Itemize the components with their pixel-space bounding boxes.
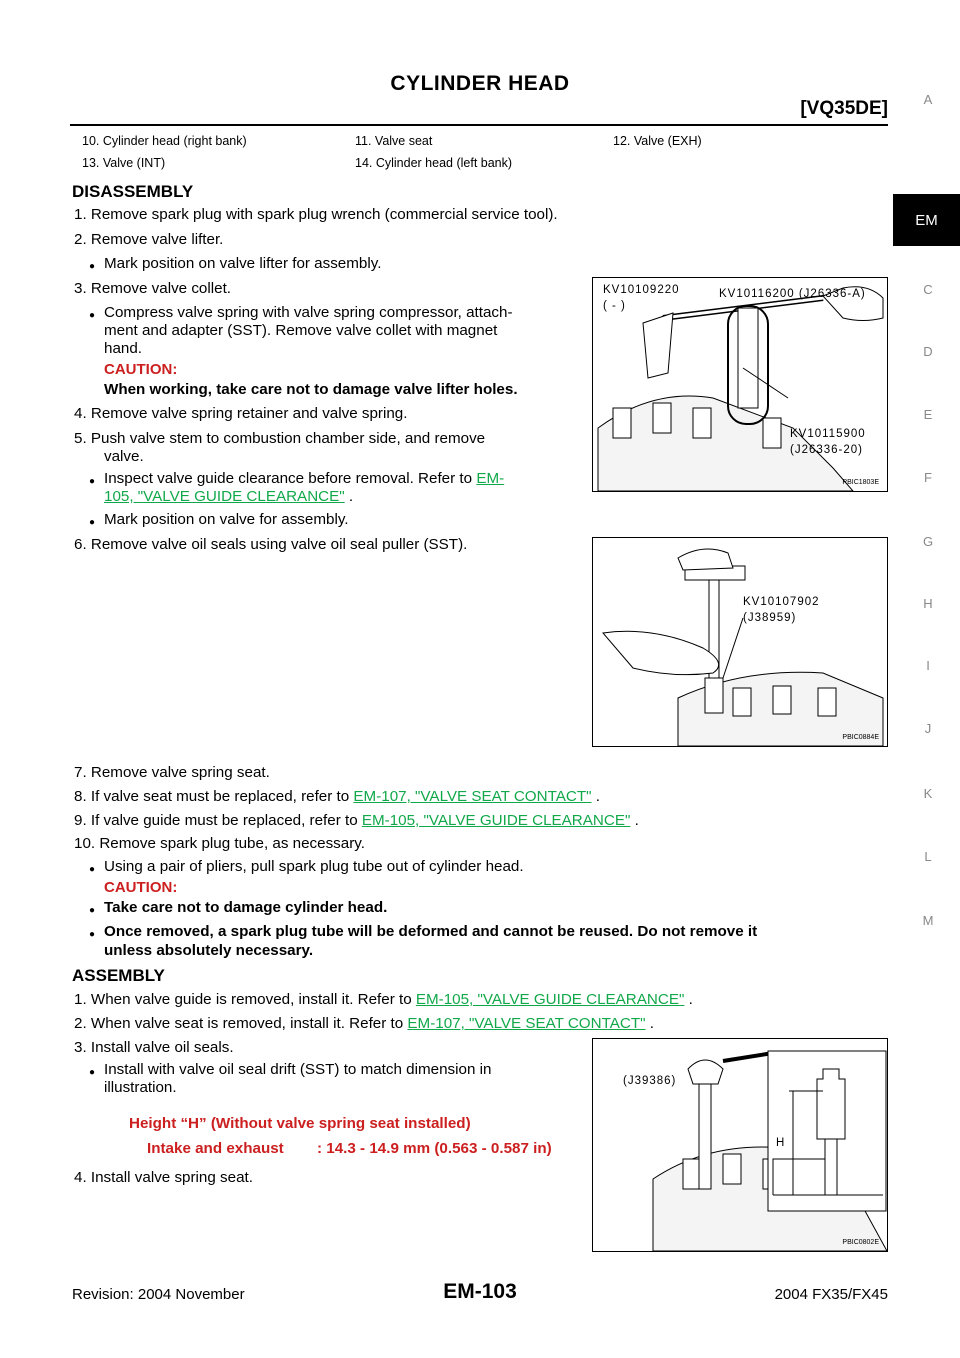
step-4: 4. Remove valve spring retainer and valve spring. <box>74 405 408 422</box>
step-10-caution-2-line2: unless absolutely necessary. <box>104 942 314 959</box>
step-5-line1: 5. Push valve stem to combustion chamber side, and remove <box>74 430 486 447</box>
valve-oil-seal-drift-illustration <box>593 1039 887 1251</box>
period: . <box>645 1015 654 1032</box>
period: . <box>684 991 693 1008</box>
step-10-caution-2-line1: ● Once removed, a spark plug tube will be deformed and cannot be reused. Do not remove it <box>104 922 757 941</box>
parts-legend <box>0 0 960 180</box>
disassembly-heading: DISASSEMBLY <box>72 182 194 201</box>
section-tab-j[interactable]: J <box>924 721 932 736</box>
section-tab-e[interactable]: E <box>923 407 933 422</box>
link-valve-seat-contact-2[interactable]: EM-107, "VALVE SEAT CONTACT" <box>407 1015 646 1032</box>
step-9 <box>74 811 639 830</box>
fig3-code: PBIC0802E <box>842 1239 879 1246</box>
section-tab-a[interactable]: A <box>923 92 933 107</box>
section-tab-i[interactable]: I <box>926 658 930 673</box>
section-tab-k[interactable]: K <box>923 786 933 801</box>
legend-item: 11. Valve seat <box>355 134 433 148</box>
step-1: 1. Remove spark plug with spark plug wrench (commercial service tool). <box>74 206 558 223</box>
period: . <box>344 488 354 505</box>
period: . <box>630 812 639 829</box>
fig2-code: PBIC0884E <box>842 734 879 741</box>
assembly-step-3: 3. Install valve oil seals. <box>74 1039 234 1056</box>
page-title: CYLINDER HEAD <box>390 72 570 95</box>
spec-label: Intake and exhaust <box>147 1140 284 1157</box>
legend-item: 10. Cylinder head (right bank) <box>82 134 247 148</box>
section-tab-l[interactable]: L <box>924 849 932 864</box>
engine-model: [VQ35DE] <box>800 98 888 119</box>
spec-title: Height “H” (Without valve spring seat installed) <box>129 1115 471 1132</box>
fig1-label-kv10109220: KV10109220 <box>603 284 680 296</box>
legend-item: 12. Valve (EXH) <box>613 134 702 148</box>
section-tab-f[interactable]: F <box>924 470 932 485</box>
step-9-text: 9. If valve guide must be replaced, refer to <box>74 812 362 829</box>
step-10: 10. Remove spark plug tube, as necessary. <box>74 835 365 852</box>
valve-oil-seal-puller-illustration <box>593 538 887 746</box>
step-3-note-line3: hand. <box>104 340 143 357</box>
figure-valve-oil-seal-drift <box>592 1038 888 1252</box>
step-2-note: ● Mark position on valve lifter for assembly. <box>104 254 381 273</box>
legend-item: 14. Cylinder head (left bank) <box>355 156 513 170</box>
vehicle-model: 2004 FX35/FX45 <box>774 1286 888 1303</box>
step-10-note: ● Using a pair of pliers, pull spark plug tube out of cylinder head. <box>104 857 524 876</box>
assembly-step-3-note-line2: illustration. <box>104 1079 177 1096</box>
assembly-step-2-text: 2. When valve seat is removed, install it. Refer to <box>74 1015 408 1032</box>
spec-value: : 14.3 - 14.9 mm (0.563 - 0.587 in) <box>317 1140 552 1157</box>
step-8-text: 8. If valve seat must be replaced, refer to <box>74 788 354 805</box>
link-valve-guide-clearance[interactable]: EM- <box>476 470 505 487</box>
page-number: EM-103 <box>443 1280 517 1303</box>
step-5-note-2: ● Mark position on valve for assembly. <box>104 510 349 529</box>
step-5-note-1-cont <box>104 487 353 506</box>
link-valve-seat-contact[interactable]: EM-107, "VALVE SEAT CONTACT" <box>353 788 592 805</box>
step-2: 2. Remove valve lifter. <box>74 231 224 248</box>
section-tab-d[interactable]: D <box>923 344 933 359</box>
assembly-step-4: 4. Install valve spring seat. <box>74 1169 253 1186</box>
step-3: 3. Remove valve collet. <box>74 280 232 297</box>
step-3-caution-label: CAUTION: <box>104 361 178 378</box>
section-tab-h[interactable]: H <box>923 596 933 611</box>
assembly-step-1 <box>74 990 693 1009</box>
step-7: 7. Remove valve spring seat. <box>74 764 270 781</box>
step-5-note-1-text: Inspect valve guide clearance before removal. Refer to <box>104 470 473 487</box>
figure-valve-oil-seal-puller <box>592 537 888 747</box>
section-tab-em[interactable]: EM <box>893 194 960 246</box>
fig3-label-h: H <box>776 1137 786 1149</box>
link-valve-guide-clearance-3[interactable]: EM-105, "VALVE GUIDE CLEARANCE" <box>415 991 685 1008</box>
step-8 <box>74 787 600 806</box>
step-10-caution-label: CAUTION: <box>104 879 178 896</box>
link-valve-guide-clearance-2[interactable]: EM-105, "VALVE GUIDE CLEARANCE" <box>361 812 631 829</box>
assembly-step-3-note-line1: ● Install with valve oil seal drift (SST) to match dimension in <box>104 1060 491 1079</box>
section-tab-g[interactable]: G <box>922 534 934 549</box>
step-3-note-line2: ment and adapter (SST). Remove valve collet with magnet <box>104 322 498 339</box>
valve-spring-compressor-illustration <box>593 278 887 491</box>
link-valve-guide-clearance-cont[interactable]: 105, "VALVE GUIDE CLEARANCE" <box>104 488 345 505</box>
step-5-note-1 <box>104 469 504 488</box>
step-5-line2: valve. <box>104 448 144 465</box>
fig3-label-j39386: (J39386) <box>623 1075 677 1087</box>
fig1-code: PBIC1803E <box>842 479 879 486</box>
fig1-label-kv10116200: KV10116200 (J26336-A) <box>719 288 866 300</box>
fig1-label-blank: ( - ) <box>603 300 626 312</box>
assembly-step-2 <box>74 1014 654 1033</box>
step-6: 6. Remove valve oil seals using valve oil seal puller (SST). <box>74 536 468 553</box>
revision-date: Revision: 2004 November <box>72 1286 245 1303</box>
section-tab-c[interactable]: C <box>923 282 933 297</box>
legend-item: 13. Valve (INT) <box>82 156 166 170</box>
period: . <box>591 788 600 805</box>
step-3-caution-text: When working, take care not to damage valve lifter holes. <box>104 381 518 398</box>
step-10-caution-1: ● Take care not to damage cylinder head. <box>104 898 387 917</box>
fig2-label-kv10107902: KV10107902 <box>743 596 820 608</box>
fig2-label-j38959: (J38959) <box>743 612 797 624</box>
fig1-label-kv10115900: KV10115900 <box>790 428 866 440</box>
figure-valve-spring-compressor <box>592 277 888 492</box>
fig1-label-j26336-20: (J26336-20) <box>790 444 864 456</box>
assembly-heading: ASSEMBLY <box>72 966 165 985</box>
step-3-note-line1: ● Compress valve spring with valve spring compressor, attach- <box>104 303 513 322</box>
section-tab-m[interactable]: M <box>922 913 934 928</box>
assembly-step-1-text: 1. When valve guide is removed, install it. Refer to <box>74 991 416 1008</box>
